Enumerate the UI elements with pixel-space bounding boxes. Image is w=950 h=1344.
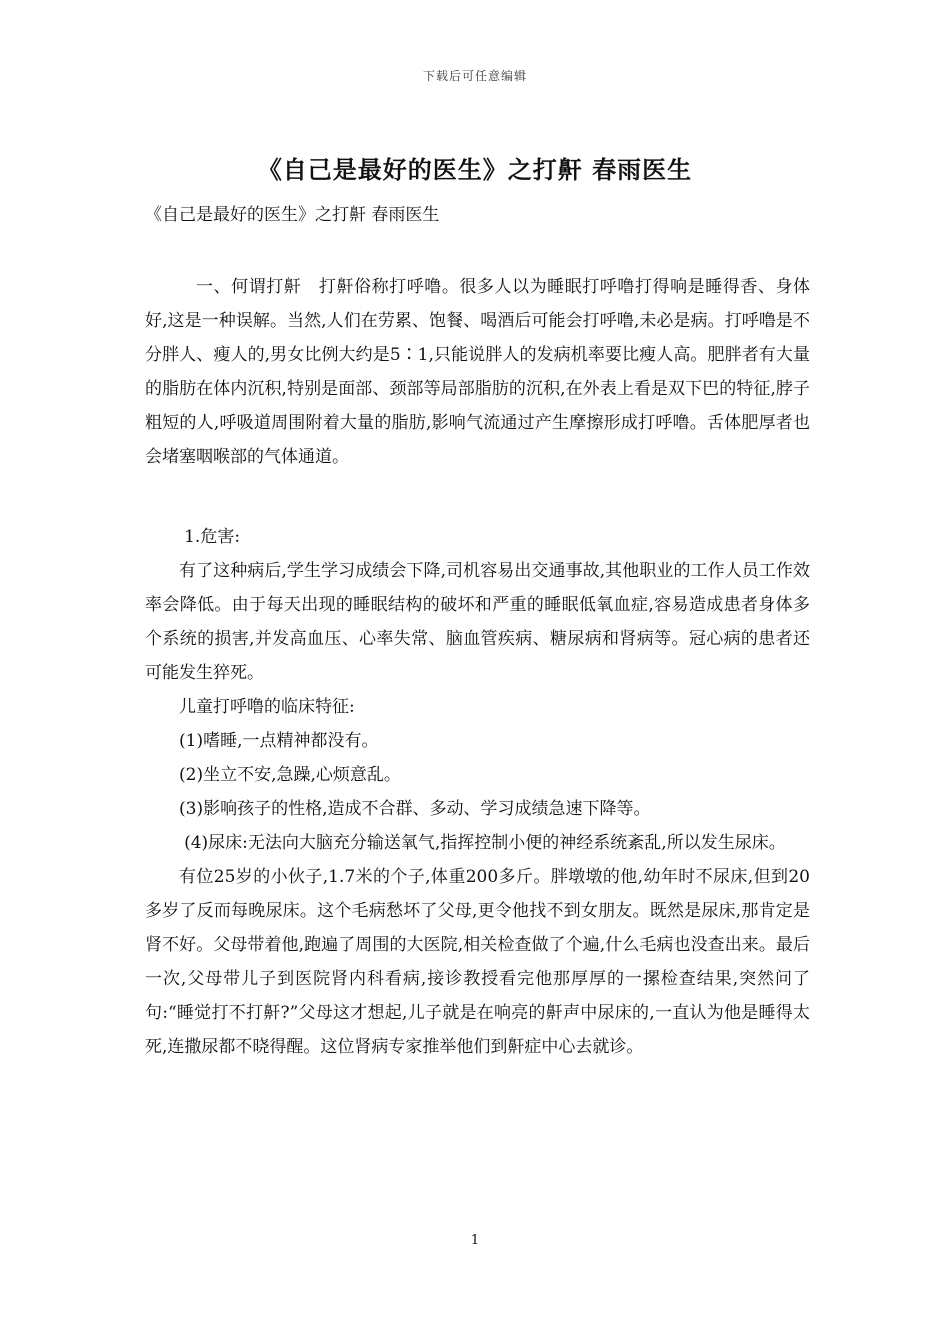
page-number: 1 [470, 1233, 480, 1248]
harm-paragraph: 有了这种病后,学生学习成绩会下降,司机容易出交通事故,其他职业的工作人员工作效率会降低。由于每天出现的睡眠结构的破坏和严重的睡眠低氧血症,容易造成患者身体多个系统的损害,并发高血压、心率失常、脑血管疾病、糖尿病和肾病等。冠心病的患者还可能发生猝死。 [145, 561, 810, 683]
list-item-2: (2)坐立不安,急躁,心烦意乱。 [179, 765, 401, 785]
list-item-1: (1)嗜睡,一点精神都没有。 [179, 731, 379, 751]
document-subtitle: 《自己是最好的医生》之打鼾 春雨医生 [145, 205, 440, 225]
document-title: 《自己是最好的医生》之打鼾 春雨医生 [257, 155, 693, 184]
intro-paragraph: 一、何谓打鼾 打鼾俗称打呼噜。很多人以为睡眠打呼噜打得响是睡得香、身体好,这是一种误解。当然,人们在劳累、饱餐、喝酒后可能会打呼噜,未必是病。打呼噜是不分胖人、瘦人的,男女比例大约是5∶1,只能说胖人的发病机率要比瘦人高。肥胖者有大量的脂肪在体内沉积,特别是面部、颈部等局部脂肪的沉积,在外表上看是双下巴的特征,脖子粗短的人,呼吸道周围附着大量的脂肪,影响气流通过产生摩擦形成打呼噜。舌体肥厚者也会堵塞咽喉部的气体通道。 [145, 277, 810, 467]
header-note: 下载后可任意编辑 [422, 69, 527, 83]
document-body [145, 270, 810, 1064]
harm-heading: 1.危害: [184, 527, 241, 547]
list-item-4: (4)尿床:无法向大脑充分输送氧气,指挥控制小便的神经系统紊乱,所以发生尿床。 [184, 833, 786, 853]
children-heading: 儿童打呼噜的临床特征: [179, 697, 355, 717]
case-paragraph: 有位25岁的小伙子,1.7米的个子,体重200多斤。胖墩墩的他,幼年时不尿床,但到20多岁了反而每晚尿床。这个毛病愁坏了父母,更令他找不到女朋友。既然是尿床,那肯定是肾不好。父母带着他,跑遍了周围的大医院,相关检查做了个遍,什么毛病也没查出来。最后一次,父母带儿子到医院肾内科看病,接诊教授看完他那厚厚的一摞检查结果,突然问了句:“睡觉打不打鼾?”父母这才想起,儿子就是在响亮的鼾声中尿床的,一直认为他是睡得太死,连撒尿都不晓得醒。这位肾病专家推举他们到鼾症中心去就诊。 [145, 867, 810, 1057]
list-item-3: (3)影响孩子的性格,造成不合群、多动、学习成绩急速下降等。 [179, 799, 651, 819]
